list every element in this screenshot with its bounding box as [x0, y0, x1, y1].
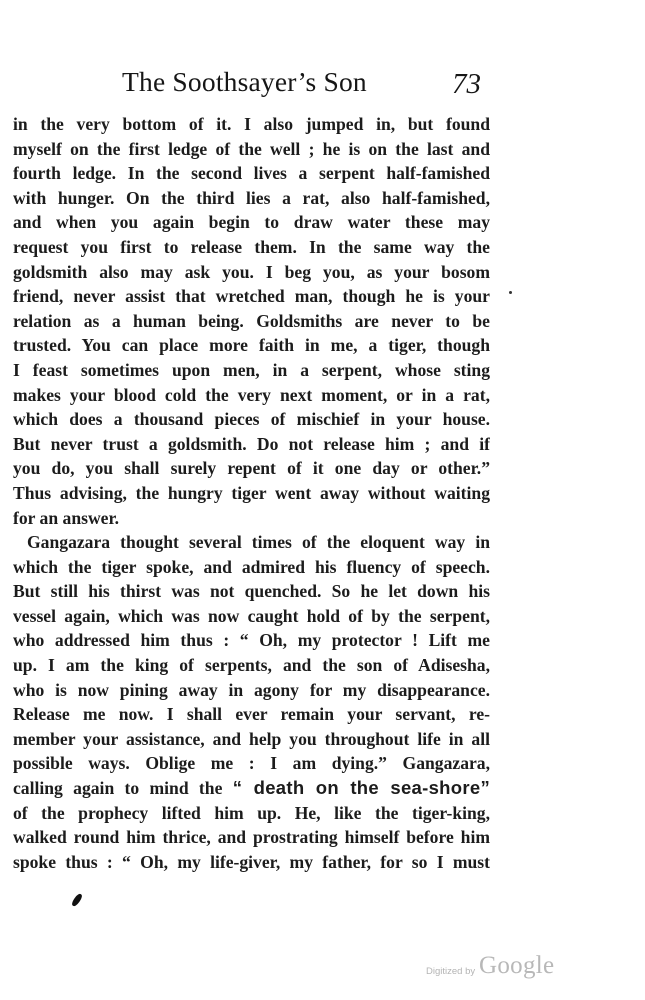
text-line: Thus advising, the hungry tiger went away without waiting [13, 482, 490, 503]
text-line: But never trust a goldsmith. Do not release him ; and if [13, 433, 490, 454]
text-line: and when you again begin to draw water these may [13, 212, 490, 233]
text-line: which the tiger spoke, and admired his fluency of speech. [13, 556, 490, 577]
running-title: The Soothsayer’s Son [122, 66, 367, 97]
text-line: in the very bottom of it. I also jumped in, but found [13, 114, 490, 134]
text-line: request you first to release them. In the same way the [13, 236, 490, 257]
text-line: you do, you shall surely repent of it one day or other.” [13, 458, 490, 479]
text-line: I feast sometimes upon men, in a serpent, whose sting [13, 359, 490, 380]
ink-speck [509, 291, 512, 294]
text-line: member your assistance, and help you throughout life in all [13, 728, 490, 749]
text-line: up. I am the king of serpents, and the son of Adisesha, [13, 655, 490, 676]
text-line: goldsmith also may ask you. I beg you, as your bosom [13, 261, 490, 282]
text-line: possible ways. Oblige me : I am dying.” Gangazara, [13, 753, 490, 774]
text-line: But still his thirst was not quenched. So he let down his [13, 581, 490, 602]
text-line: who is now pining away in agony for my disappearance. [13, 679, 490, 700]
text-line: vessel again, which was now caught hold of by the serpent, [13, 605, 490, 626]
text-line: makes your blood cold the very next moment, or in a rat, [13, 384, 490, 405]
body-text [13, 112, 490, 874]
text-line: relation as a human being. Goldsmiths are never to be [13, 310, 490, 331]
text-line: with hunger. On the third lies a rat, also half-famished, [13, 187, 490, 208]
watermark-caption: Digitized by [426, 966, 476, 977]
emphasized-phrase: “ death on the sea-shore” [232, 777, 490, 799]
running-header [0, 64, 645, 104]
text-line-with-emphasis [13, 776, 490, 801]
text-line: myself on the first ledge of the well ; he is on the last and [13, 138, 490, 159]
text-line: fourth ledge. In the second lives a serpent half-famished [13, 163, 490, 184]
text-line: walked round him thrice, and prostrating himself before him [13, 827, 490, 848]
text-line: spoke thus : “ Oh, my life-giver, my father, for so I must [13, 851, 490, 872]
text-line: trusted. You can place more faith in me, a tiger, though [13, 335, 490, 356]
text-line: who addressed him thus : “ Oh, my protector ! Lift me [13, 630, 490, 651]
text-line: which does a thousand pieces of mischief in your house. [13, 409, 490, 430]
text-line: friend, never assist that wretched man, though he is your [13, 286, 490, 307]
page-number: 73 [452, 68, 481, 100]
text-line: Release me now. I shall ever remain your servant, re- [13, 704, 490, 725]
text-segment: calling again to mind the [13, 778, 223, 799]
text-line: of the prophecy lifted him up. He, like the tiger-king, [13, 802, 490, 823]
paragraph-start-line: Gangazara thought several times of the eloquent way in [27, 532, 490, 553]
paragraph-end-line: for an answer. [13, 507, 120, 528]
google-logo: Google [479, 952, 555, 979]
digitized-watermark [426, 952, 576, 986]
pen-mark [71, 893, 84, 908]
